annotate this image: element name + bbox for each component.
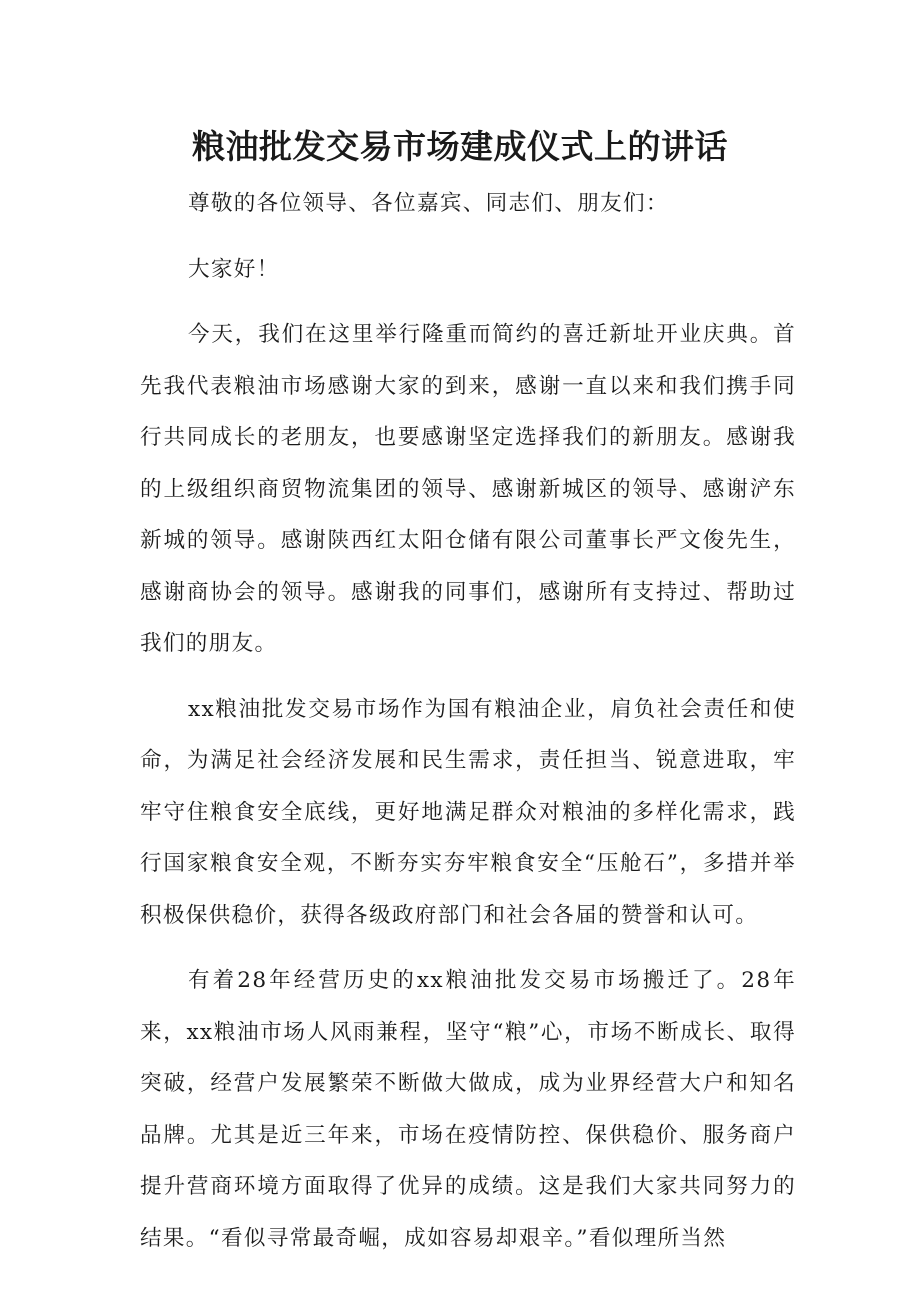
salutation: 尊敬的各位领导、各位嘉宾、同志们、朋友们： xyxy=(188,191,669,216)
paragraph-1: 今天，我们在这里举行隆重而简约的喜迁新址开业庆典。首先我代表粮油市场感谢大家的到来，感谢一直以来和我们携手同行共同成长的老朋友，也要感谢坚定选择我们的新朋友。感谢我的上级组织商贸物流集团的领导、感谢新城区的领导、感谢浐东新城的领导。感谢陕西红太阳仓储有限公司董事长严文俊先生，感谢商协会的领导。感谢我的同事们，感谢所有支持过、帮助过我们的朋友。 xyxy=(140,322,796,656)
paragraph-2: xx粮油批发交易市场作为国有粮油企业，肩负社会责任和使命，为满足社会经济发展和民生需求，责任担当、锐意进取，牢牢守住粮食安全底线，更好地满足群众对粮油的多样化需求，践行国家粮食安全观，不断夯实夯牢粮食安全“压舱石”，多措并举积极保供稳价，获得各级政府部门和社会各届的赞誉和认可。 xyxy=(140,696,796,928)
document-body xyxy=(140,178,796,1264)
document-title: 粮油批发交易市场建成仪式上的讲话 xyxy=(192,127,728,166)
paragraph-3: 有着28年经营历史的xx粮油批发交易市场搬迁了。28年来，xx粮油市场人风雨兼程，坚守“粮”心，市场不断成长、取得突破，经营户发展繁荣不断做大做成，成为业界经营大户和知名品牌。尤其是近三年来，市场在疫情防控、保供稳价、服务商户提升营商环境方面取得了优异的成绩。这是我们大家共同努力的结果。“看似寻常最奇崛，成如容易却艰辛。”看似理所当然 xyxy=(140,968,796,1251)
greeting: 大家好！ xyxy=(188,256,280,282)
